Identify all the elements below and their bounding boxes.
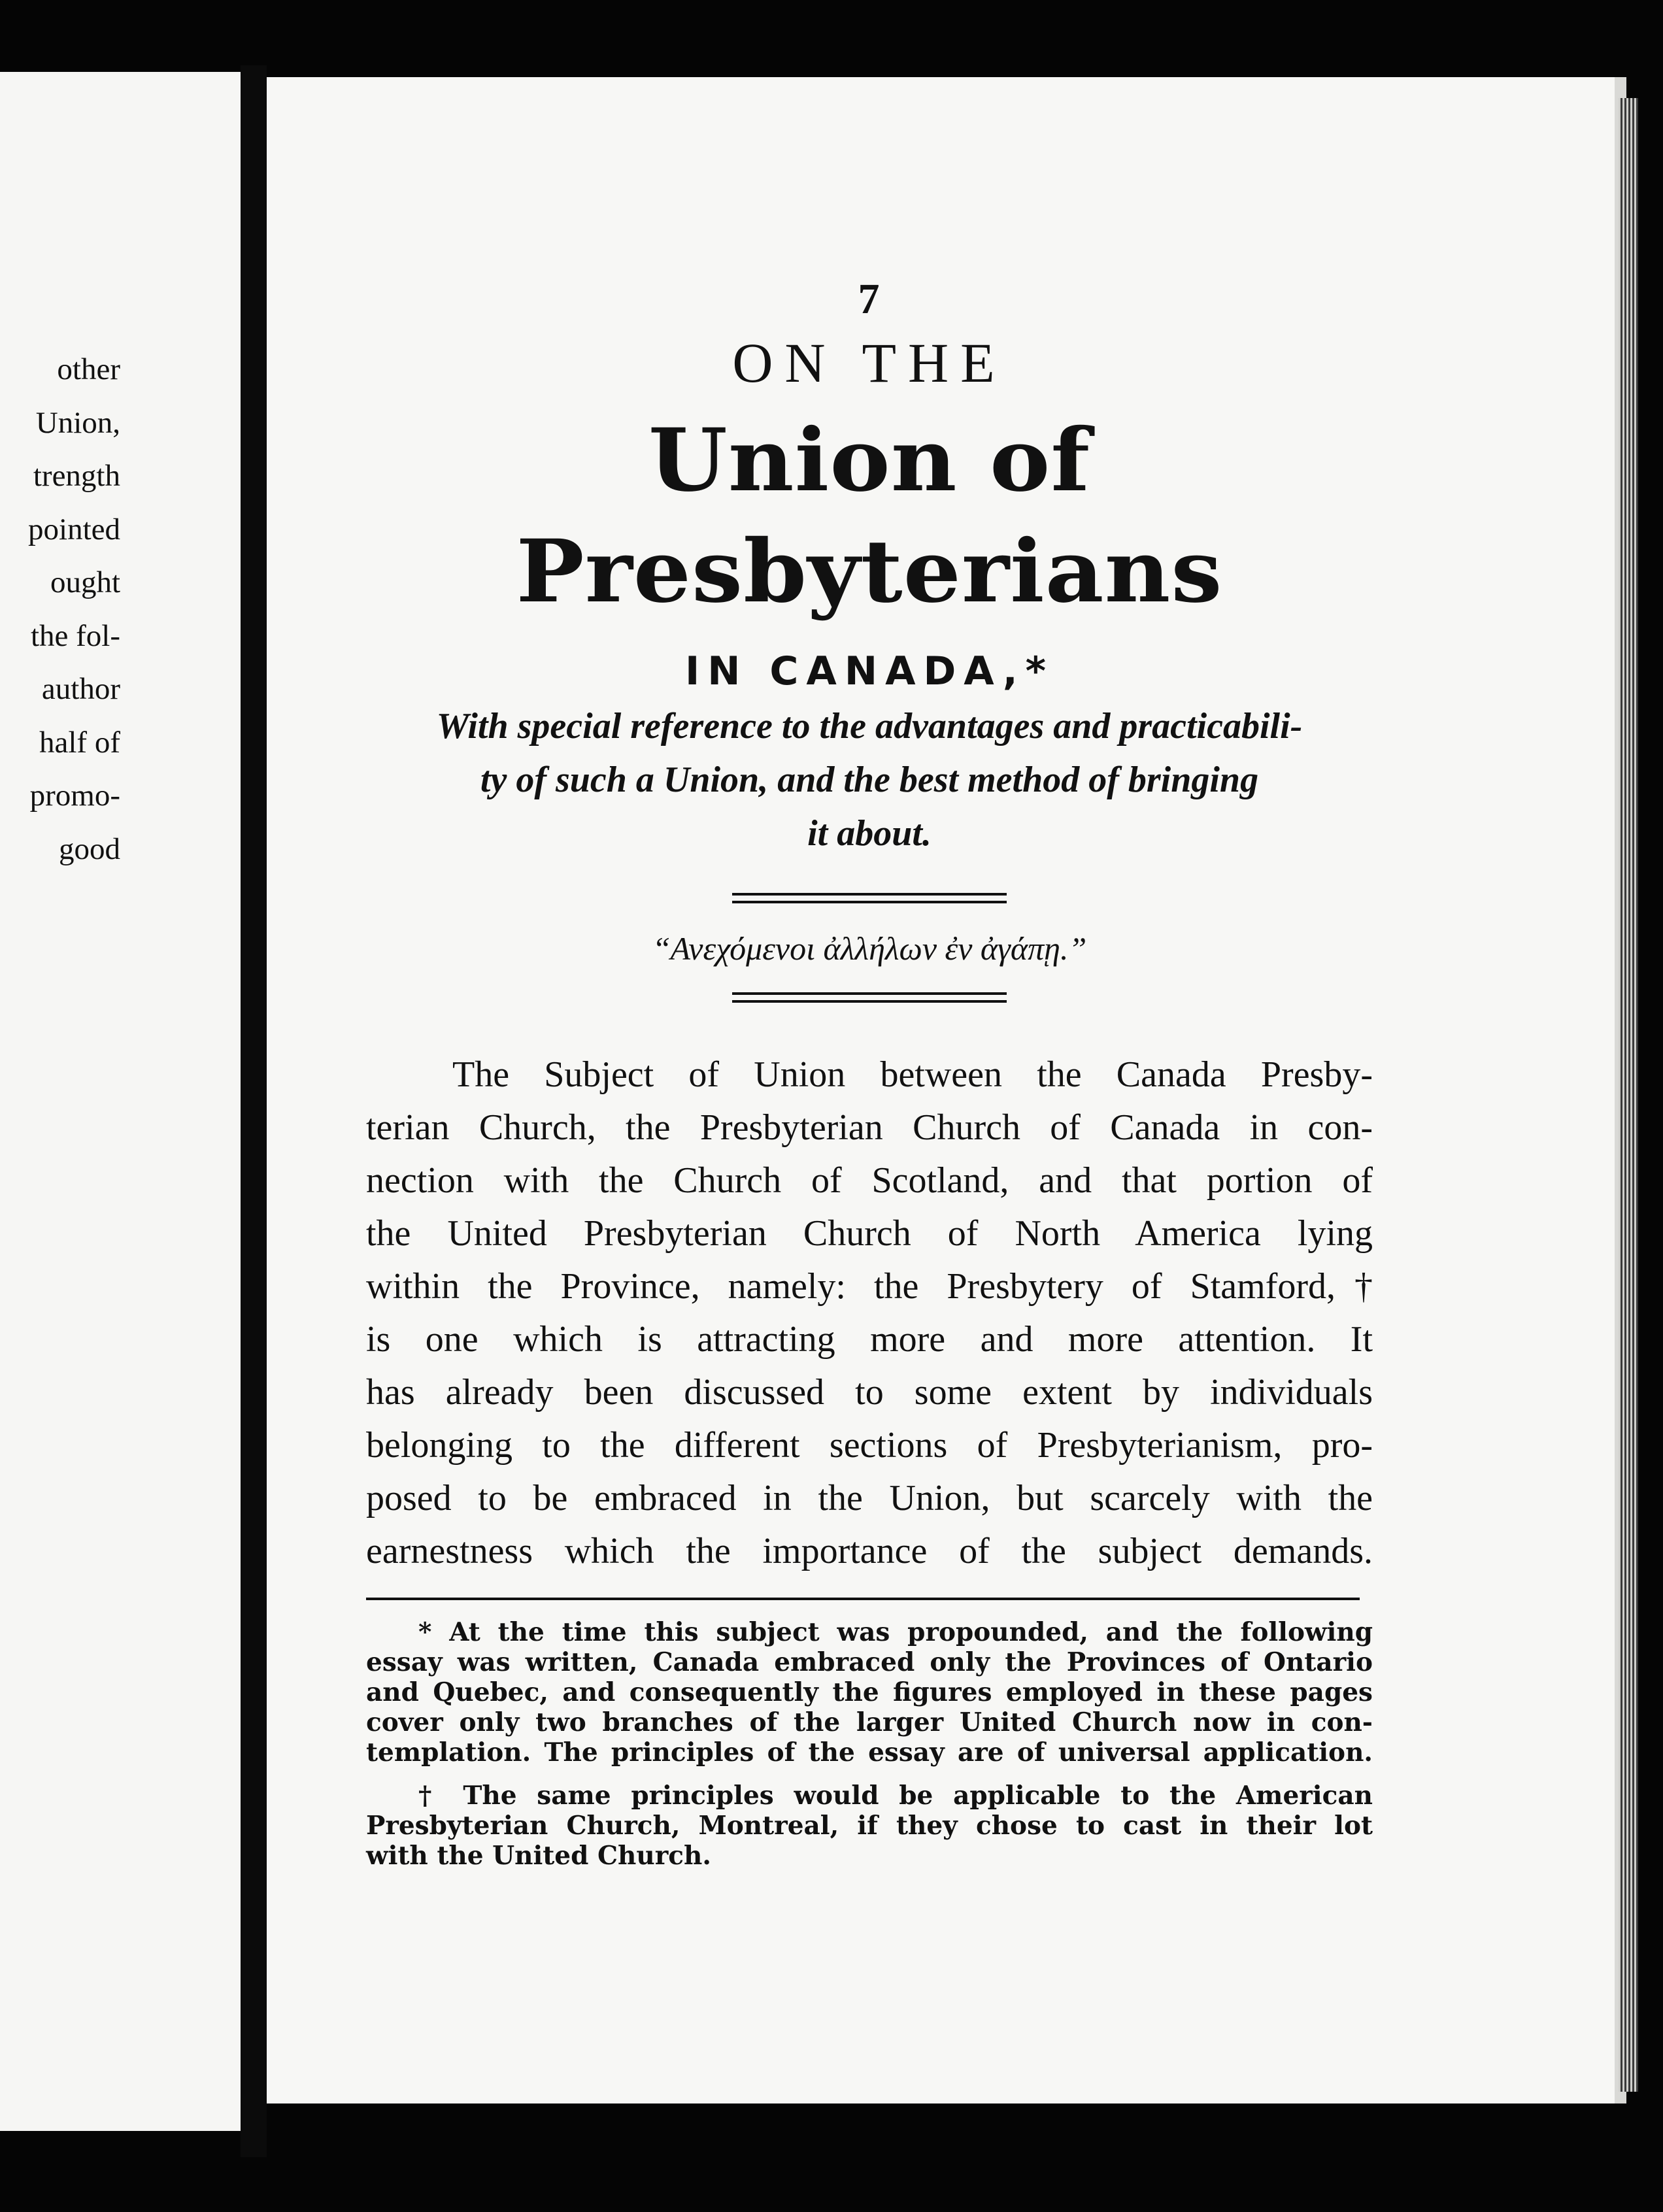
previous-page-line: Union, [35, 405, 120, 440]
footnote-rule [366, 1598, 1360, 1600]
previous-page-line: ought [50, 565, 120, 599]
page-edge [1619, 98, 1638, 2092]
previous-page-text [28, 343, 120, 876]
subtitle-line: it about. [807, 813, 932, 854]
double-rule [732, 992, 1007, 1003]
previous-page-line: promo- [29, 779, 120, 813]
page-number: 7 [858, 275, 881, 323]
page-content [366, 275, 1373, 1871]
body-paragraph [366, 1048, 1373, 1578]
title-prefix: ON THE [732, 331, 1007, 394]
previous-page-line: good [59, 831, 120, 866]
footnote-2-line: † The same principles would be applicable to the American [418, 1781, 1373, 1811]
body-line: has already been discussed to some extent by individuals [366, 1372, 1373, 1413]
body-line: The Subject of Union between the Canada Presby- [452, 1054, 1373, 1095]
subtitle-line: ty of such a Union, and the best method of bringing [480, 760, 1259, 800]
body-line: posed to be embraced in the Union, but scarcely with the [366, 1478, 1373, 1518]
page-title: Union of Presbyterians [516, 410, 1223, 622]
previous-page-line: half of [39, 725, 120, 760]
body-line: earnestness which the importance of the subject demands. [366, 1531, 1373, 1571]
footnotes [366, 1617, 1373, 1871]
double-rule [732, 893, 1007, 903]
subtitle-line: With special reference to the advantages and practicabili- [436, 706, 1303, 746]
title-suffix: IN CANADA,* [684, 648, 1054, 694]
footnote-1-line: templation. The principles of the essay are of universal application. [366, 1737, 1373, 1768]
footnote-2-line: with the United Church. [366, 1841, 711, 1871]
motto: “Ανεχόμενοι ἀλλήλων ἐν ἀγάπῃ.” [652, 930, 1087, 967]
body-line: within the Province, namely: the Presbytery of Stamford,† [366, 1266, 1373, 1307]
body-line: belonging to the different sections of Presbyterianism, pro- [366, 1425, 1373, 1466]
footnote-1-line: essay was written, Canada embraced only the Provinces of Ontario [366, 1647, 1373, 1677]
footnote-1-line: cover only two branches of the larger United Church now in con- [366, 1707, 1373, 1737]
body-line: is one which is attracting more and more attention. It [366, 1319, 1373, 1360]
footnote-1-line: and Quebec, and consequently the figures employed in these pages [366, 1677, 1373, 1707]
body-line: the United Presbyterian Church of North America lying [366, 1213, 1373, 1254]
previous-page-line: pointed [28, 512, 120, 546]
previous-page-line: other [57, 352, 120, 386]
footnote-1-line: * At the time this subject was propounded, and the following [418, 1617, 1373, 1647]
footnote-2-line: Presbyterian Church, Montreal, if they chose to cast in their lot [366, 1811, 1373, 1841]
previous-page-line: trength [33, 459, 120, 493]
previous-page [0, 72, 247, 2131]
previous-page-line: the fol- [30, 618, 120, 653]
subtitle [366, 699, 1373, 860]
body-line: nection with the Church of Scotland, and that portion of [366, 1160, 1373, 1201]
book-gutter [241, 65, 267, 2157]
body-line: terian Church, the Presbyterian Church of Canada in con- [366, 1107, 1373, 1148]
footnote-gap [366, 1768, 1373, 1781]
previous-page-line: author [41, 672, 120, 706]
